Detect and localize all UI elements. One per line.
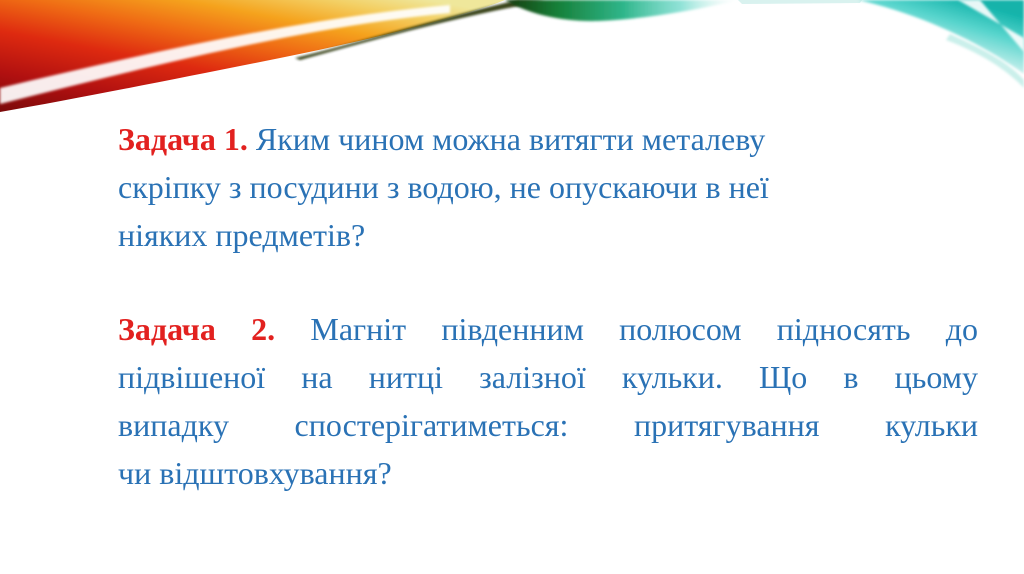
wave-warm-band [0, 0, 505, 112]
problem-2-label: Задача 2. [118, 311, 276, 347]
text-line [118, 115, 978, 163]
text-line [118, 449, 978, 497]
text-line [118, 305, 978, 353]
wave-top-faint-line [738, 0, 862, 4]
rainbow-wave-decoration [0, 0, 1024, 130]
problem-2-line-2: підвішеної на нитці залізної кульки. Що в цьому [118, 359, 978, 395]
problem-2 [118, 305, 978, 497]
wave-green-ribbon [505, 0, 740, 21]
problem-2-line-4: чи відштовхування? [118, 455, 392, 491]
problem-1 [118, 115, 978, 259]
problem-2-line-1: Магніт південним полюсом підносять до [310, 311, 979, 347]
problem-2-line-3: випадку спостерігатиметься: притягування кульки [118, 407, 978, 443]
problem-1-line-3: ніяких предметів? [118, 217, 366, 253]
text-line [118, 211, 978, 259]
text-line [118, 401, 978, 449]
slide-body [118, 115, 978, 497]
problem-1-label: Задача 1. [118, 121, 248, 157]
text-line [118, 163, 978, 211]
problem-1-line-2: скріпку з посудини з водою, не опускаючи в неї [118, 169, 769, 205]
text-line [118, 353, 978, 401]
problem-1-line-1: Яким чином можна витягти металеву [255, 121, 766, 157]
